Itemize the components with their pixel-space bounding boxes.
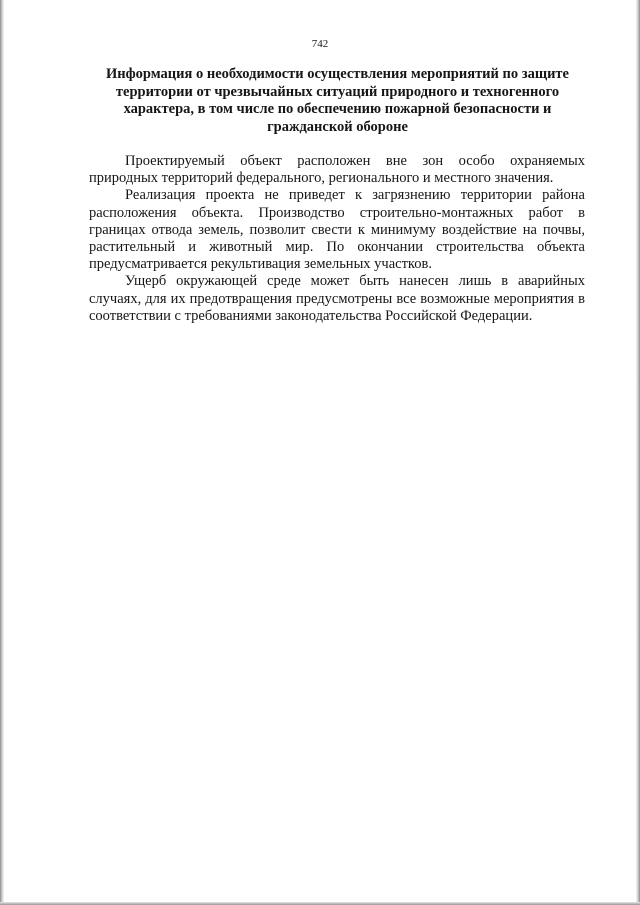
paragraph-protected-areas: Проектируемый объект расположен вне зон особо охраняемых природных территорий федерального, регионального и местного значения. [89, 153, 585, 187]
paragraph-pollution-impact: Реализация проекта не приведет к загрязнению территории района расположения объекта. Производство строительно-монтажных работ в границах отвода земель, позволит свести к минимуму воздействие на почвы, растительный и животный мир. По окончании строительства объекта предусматривается рекультивация земельных участков. [89, 187, 585, 273]
document-title: Информация о необходимости осуществления мероприятий по защите территории от чрезвычайных ситуаций природного и техногенного характера, в том числе по обеспечению пожарной безопасности и гражданской обороне [106, 66, 569, 135]
paragraph-emergency-damage: Ущерб окружающей среде может быть нанесен лишь в аварийных случаях, для их предотвращения предусмотрены все возможные мероприятия в соответствии с требованиями законодательства Российской Федерации. [89, 273, 585, 324]
document-body [89, 153, 585, 325]
page-number: 742 [311, 38, 329, 50]
scan-edge-right [636, 0, 640, 905]
scan-edge-left [0, 0, 4, 905]
